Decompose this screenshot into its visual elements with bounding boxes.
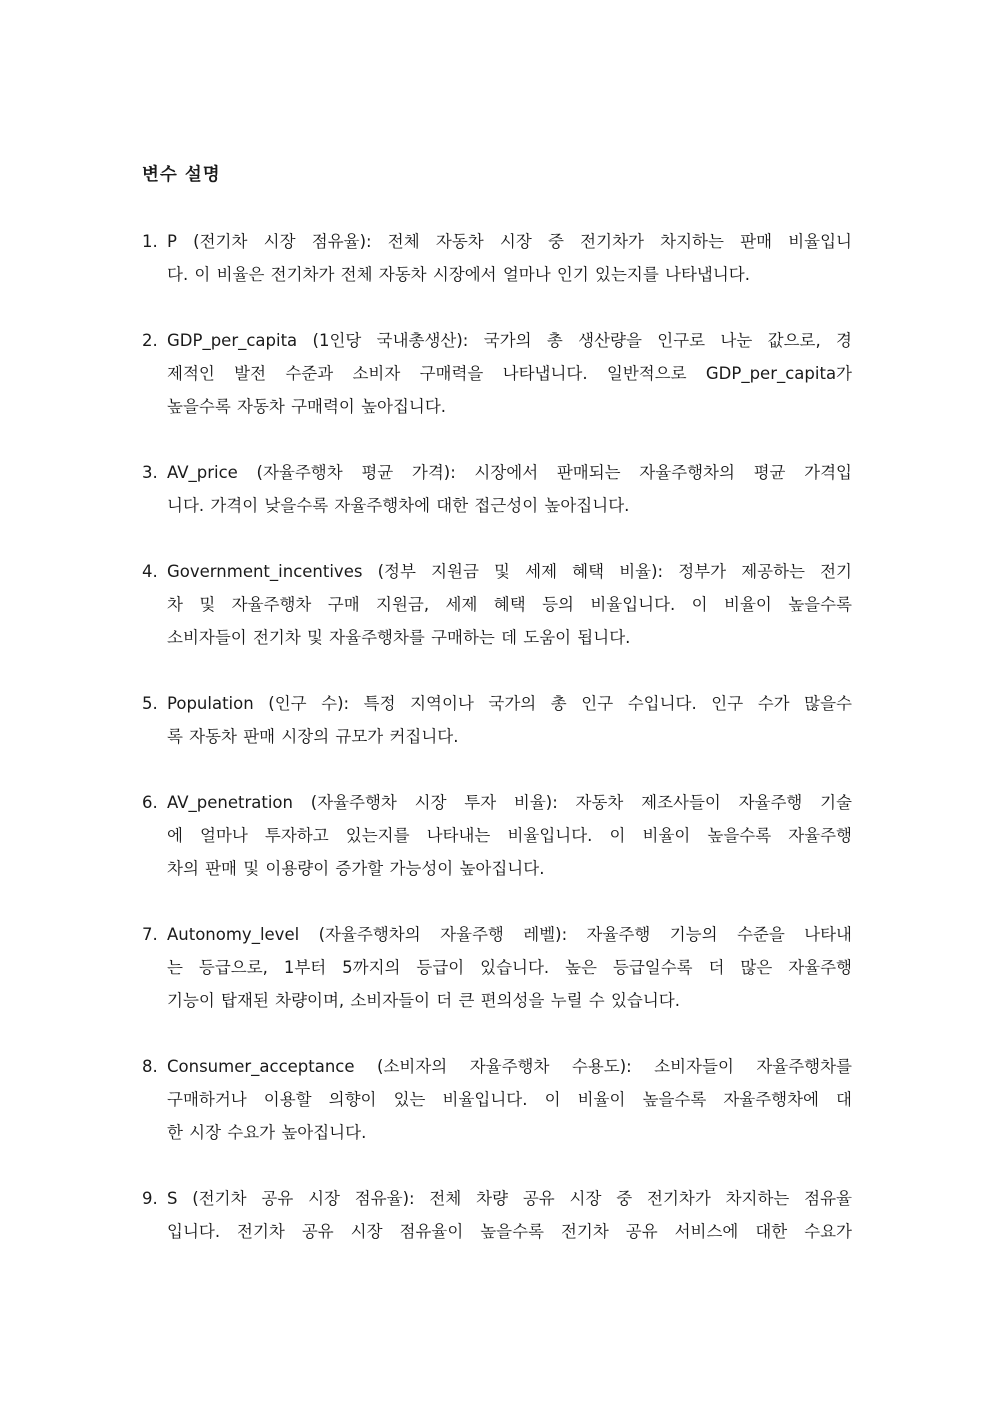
item-text: 에 얼마나 투자하고 있는지를 나타내는 비율입니다. 이 비율이 높을수록 자율주행 bbox=[167, 826, 852, 845]
item-number: 2. bbox=[142, 331, 158, 350]
item-text: 소비자들이 전기차 및 자율주행차를 구매하는 데 도움이 됩니다. bbox=[167, 628, 631, 647]
item-text: P (전기차 시장 점유율): 전체 자동차 시장 중 전기차가 차지하는 판매 비율입니 bbox=[167, 232, 852, 251]
variable-item-av-penetration bbox=[142, 786, 852, 885]
item-number: 3. bbox=[142, 463, 158, 482]
item-line bbox=[142, 819, 852, 852]
variable-item-autonomy-level bbox=[142, 918, 852, 1017]
item-text: 다. 이 비율은 전기차가 전체 자동차 시장에서 얼마나 인기 있는지를 나타냅니다. bbox=[167, 265, 750, 284]
item-text: 높을수록 자동차 구매력이 높아집니다. bbox=[167, 397, 447, 416]
section-heading: 변수 설명 bbox=[142, 165, 221, 185]
item-line bbox=[142, 258, 852, 291]
item-text: 기능이 탑재된 차량이며, 소비자들이 더 큰 편의성을 누릴 수 있습니다. bbox=[167, 991, 680, 1010]
item-line bbox=[142, 555, 852, 588]
variable-item-consumer-acceptance bbox=[142, 1050, 852, 1149]
item-number: 9. bbox=[142, 1189, 158, 1208]
item-line bbox=[142, 1116, 852, 1149]
item-line bbox=[142, 1215, 852, 1248]
item-line bbox=[142, 1083, 852, 1116]
item-text: 는 등급으로, 1부터 5까지의 등급이 있습니다. 높은 등급일수록 더 많은 자율주행 bbox=[167, 958, 852, 977]
variable-item-p bbox=[142, 225, 852, 291]
variable-item-av-price bbox=[142, 456, 852, 522]
item-text: Population (인구 수): 특정 지역이나 국가의 총 인구 수입니다. 인구 수가 많을수 bbox=[167, 694, 852, 713]
item-line bbox=[142, 390, 852, 423]
variable-item-s bbox=[142, 1182, 852, 1248]
item-text: AV_price (자율주행차 평균 가격): 시장에서 판매되는 자율주행차의 평균 가격입 bbox=[167, 463, 852, 482]
variable-item-population bbox=[142, 687, 852, 753]
item-text: Government_incentives (정부 지원금 및 세제 혜택 비율): 정부가 제공하는 전기 bbox=[167, 562, 852, 581]
item-text: 니다. 가격이 낮을수록 자율주행차에 대한 접근성이 높아집니다. bbox=[167, 496, 630, 515]
item-number: 5. bbox=[142, 694, 158, 713]
item-text: GDP_per_capita (1인당 국내총생산): 국가의 총 생산량을 인구로 나눈 값으로, 경 bbox=[167, 331, 852, 350]
item-text: 차의 판매 및 이용량이 증가할 가능성이 높아집니다. bbox=[167, 859, 545, 878]
item-line bbox=[142, 324, 852, 357]
item-line bbox=[142, 1182, 852, 1215]
item-line bbox=[142, 918, 852, 951]
item-text: S (전기차 공유 시장 점유율): 전체 차량 공유 시장 중 전기차가 차지하는 점유율 bbox=[167, 1189, 852, 1208]
item-line bbox=[142, 951, 852, 984]
item-line bbox=[142, 489, 852, 522]
item-line bbox=[142, 456, 852, 489]
item-line bbox=[142, 225, 852, 258]
item-text: 제적인 발전 수준과 소비자 구매력을 나타냅니다. 일반적으로 GDP_per_capita가 bbox=[167, 364, 852, 383]
item-text: 구매하거나 이용할 의향이 있는 비율입니다. 이 비율이 높을수록 자율주행차에 대 bbox=[167, 1090, 852, 1109]
item-line bbox=[142, 357, 852, 390]
variable-item-gdp-per-capita bbox=[142, 324, 852, 423]
item-line bbox=[142, 852, 852, 885]
item-line bbox=[142, 786, 852, 819]
item-number: 6. bbox=[142, 793, 158, 812]
item-text: AV_penetration (자율주행차 시장 투자 비율): 자동차 제조사들이 자율주행 기술 bbox=[167, 793, 852, 812]
item-text: 차 및 자율주행차 구매 지원금, 세제 혜택 등의 비율입니다. 이 비율이 높을수록 bbox=[167, 595, 852, 614]
item-text: Consumer_acceptance (소비자의 자율주행차 수용도): 소비자들이 자율주행차를 bbox=[167, 1057, 852, 1076]
item-text: 록 자동차 판매 시장의 규모가 커집니다. bbox=[167, 727, 459, 746]
item-line bbox=[142, 1050, 852, 1083]
item-line bbox=[142, 984, 852, 1017]
variable-item-government-incentives bbox=[142, 555, 852, 654]
item-line bbox=[142, 687, 852, 720]
item-text: 입니다. 전기차 공유 시장 점유율이 높을수록 전기차 공유 서비스에 대한 수요가 bbox=[167, 1222, 852, 1241]
item-number: 7. bbox=[142, 925, 158, 944]
item-line bbox=[142, 720, 852, 753]
item-line bbox=[142, 588, 852, 621]
item-number: 1. bbox=[142, 232, 158, 251]
item-text: 한 시장 수요가 높아집니다. bbox=[167, 1123, 367, 1142]
item-number: 8. bbox=[142, 1057, 158, 1076]
item-text: Autonomy_level (자율주행차의 자율주행 레벨): 자율주행 기능의 수준을 나타내 bbox=[167, 925, 852, 944]
item-line bbox=[142, 621, 852, 654]
item-number: 4. bbox=[142, 562, 158, 581]
